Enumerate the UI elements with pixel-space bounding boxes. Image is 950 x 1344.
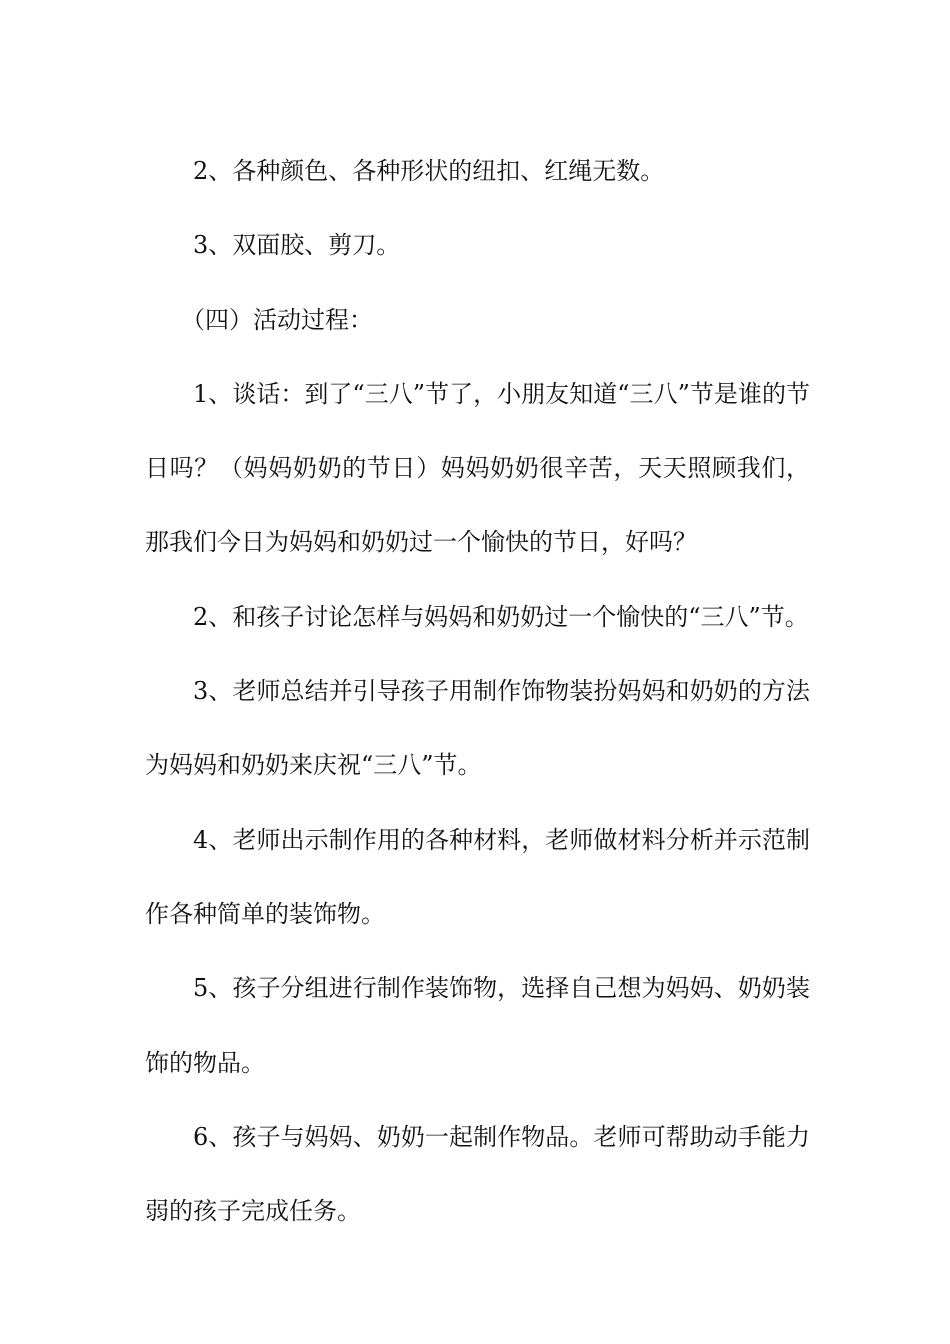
paragraph-step-1: 1、谈话：到了“三八”节了，小朋友知道“三八”节是谁的节日吗？（妈妈奶奶的节日）妈妈奶奶很辛苦，天天照顾我们，那我们今日为妈妈和奶奶过一个愉快的节日，好吗？	[145, 379, 810, 557]
paragraph-step-4: 4、老师出示制作用的各种材料，老师做材料分析并示范制作各种简单的装饰物。	[145, 825, 810, 928]
paragraph-step-5: 5、孩子分组进行制作装饰物，选择自己想为妈妈、奶奶装饰的物品。	[145, 974, 810, 1077]
section-heading-activity-process: （四）活动过程：	[181, 305, 373, 334]
paragraph-step-6: 6、孩子与妈妈、奶奶一起制作物品。老师可帮助动手能力弱的孩子完成任务。	[145, 1122, 810, 1226]
paragraph-step-3: 3、老师总结并引导孩子用制作饰物装扮妈妈和奶奶的方法为妈妈和奶奶来庆祝“三八”节。	[145, 677, 810, 780]
paragraph-materials-buttons: 2、各种颜色、各种形状的纽扣、红绳无数。	[193, 157, 665, 185]
paragraph-step-2: 2、和孩子讨论怎样与妈妈和奶奶过一个愉快的“三八”节。	[193, 602, 809, 631]
paragraph-materials-tape: 3、双面胶、剪刀。	[193, 231, 401, 260]
document-body	[145, 134, 810, 1248]
